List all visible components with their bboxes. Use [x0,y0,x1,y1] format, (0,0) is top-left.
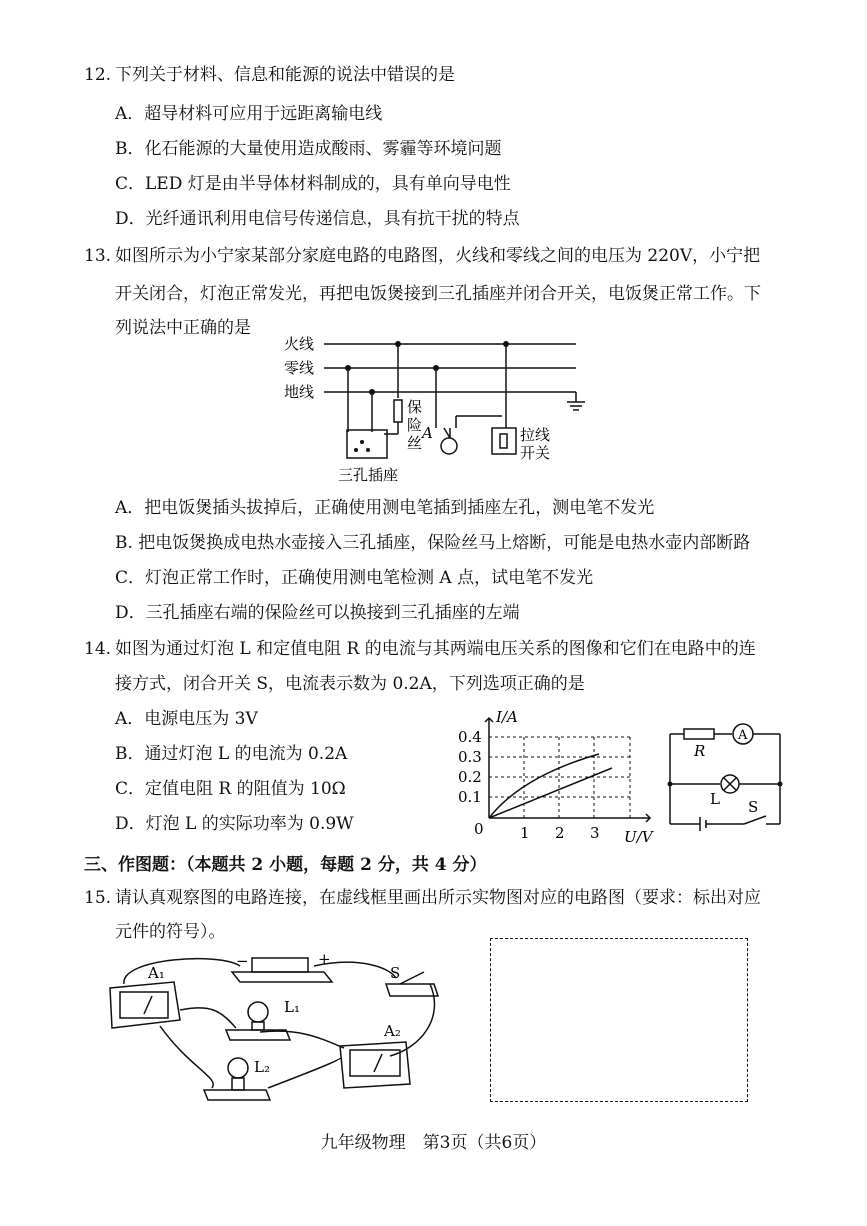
q15-label-plus: + [318,950,331,968]
graph-ytick-0-2: 0.2 [458,768,482,786]
q15-label-a1: A₁ [148,964,165,982]
graph-ytick-0-3: 0.3 [458,748,482,766]
q15-label-s: S [390,964,401,982]
socket-label: 三孔插座 [338,466,399,484]
graph-ytick-0-4: 0.4 [458,728,482,746]
fuse-label-2: 险 [407,416,423,434]
circuit-switch-label: S [748,798,759,816]
circuit-ammeter-label: A [738,728,748,743]
answer-dashed-box[interactable] [490,938,748,1102]
graph-xtick-1: 1 [520,824,530,842]
graph-ylabel: I/A [496,708,518,726]
q12-option-b: B．化石能源的大量使用造成酸雨、雾霾等环境问题 [115,139,502,159]
neutral-wire-label: 零线 [284,359,315,377]
q12-number: 12. [84,65,112,85]
q12-option-c: C．LED 灯是由半导体材料制成的，具有单向导电性 [115,174,511,194]
point-a-label: A [422,424,433,442]
q15-stem-line-2: 元件的符号）。 [115,922,226,942]
switch-label-1: 拉线 [520,426,551,444]
q13-stem-line-2: 开关闭合，灯泡正常发光，再把电饭煲接到三孔插座并闭合开关，电饭煲正常工作。下 [115,284,761,304]
household-circuit-figure [280,330,610,490]
q12-option-d: D．光纤通讯利用电信号传递信息，具有抗干扰的特点 [115,209,520,229]
live-wire-label: 火线 [284,335,315,353]
circuit-resistor-label: R [694,742,706,760]
q15-number: 15. [84,888,112,908]
graph-ytick-0-1: 0.1 [458,788,482,806]
page-footer: 九年级物理 第3页（共6页） [320,1133,547,1153]
fuse-label-3: 丝 [407,434,423,452]
graph-origin: 0 [474,820,484,838]
q14-option-a: A．电源电压为 3V [115,709,258,729]
q13-number: 13. [84,246,112,266]
switch-label-2: 开关 [520,444,551,462]
q13-stem-line-3: 列说法中正确的是 [115,318,251,338]
q14-number: 14. [84,639,112,659]
q14-option-d: D．灯泡 L 的实际功率为 0.9W [115,814,354,834]
graph-xlabel: U/V [624,828,653,846]
q14-stem-line-1: 如图为通过灯泡 L 和定值电阻 R 的电流与其两端电压关系的图像和它们在电路中的连 [115,639,756,659]
q14-option-b: B．通过灯泡 L 的电流为 0.2A [115,744,348,764]
q15-stem-line-1: 请认真观察图的电路连接，在虚线框里画出所示实物图对应的电路图（要求：标出对应 [115,888,761,908]
iu-graph [452,704,662,850]
fuse-label-1: 保 [407,398,423,416]
q12-stem: 下列关于材料、信息和能源的说法中错误的是 [115,65,455,85]
q14-circuit [662,720,788,832]
q15-label-l1: L₁ [284,998,300,1016]
q15-label-a2: A₂ [384,1022,401,1040]
q15-label-minus: − [236,952,249,970]
q13-option-c: C．灯泡正常工作时，正确使用测电笔检测 A 点，试电笔不发光 [115,568,594,588]
graph-xtick-2: 2 [555,824,565,842]
section-3-title: 三、作图题：（本题共 2 小题，每题 2 分，共 4 分） [84,855,487,875]
graph-xtick-3: 3 [590,824,600,842]
circuit-lamp-label: L [710,790,720,808]
q13-stem-line-1: 如图所示为小宁家某部分家庭电路的电路图，火线和零线之间的电压为 220V，小宁把 [115,246,761,266]
q13-option-d: D．三孔插座右端的保险丝可以换接到三孔插座的左端 [115,603,520,623]
q14-option-c: C．定值电阻 R 的阻值为 10Ω [115,779,346,799]
q13-option-a: A．把电饭煲插头拔掉后，正确使用测电笔插到插座左孔，测电笔不发光 [115,498,655,518]
q15-label-l2: L₂ [254,1058,270,1076]
q13-option-b: B. 把电饭煲换成电热水壶接入三孔插座，保险丝马上熔断，可能是电热水壶内部断路 [115,533,751,553]
q15-real-circuit [100,948,450,1108]
q12-option-a: A．超导材料可应用于远距离输电线 [115,104,383,124]
q14-stem-line-2: 接方式，闭合开关 S，电流表示数为 0.2A，下列选项正确的是 [115,674,585,694]
ground-wire-label: 地线 [284,383,315,401]
